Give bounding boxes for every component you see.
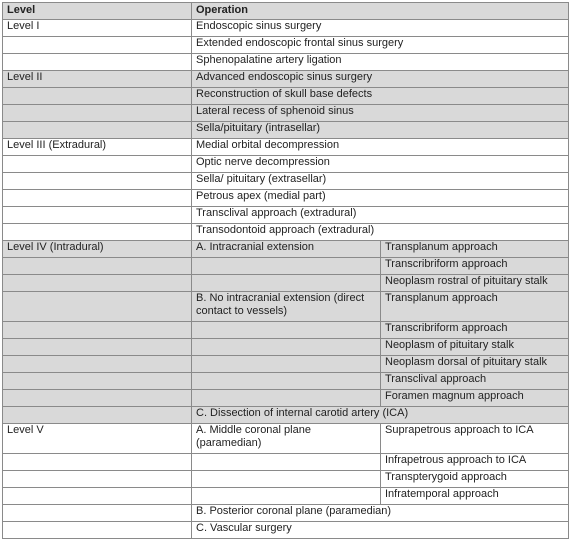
level-cell bbox=[3, 105, 192, 122]
level-cell bbox=[3, 224, 192, 241]
operation-cell bbox=[192, 390, 381, 407]
level-cell bbox=[3, 356, 192, 373]
table-row bbox=[3, 122, 569, 139]
operation-cell bbox=[192, 258, 381, 275]
operation-cell: Lateral recess of sphenoid sinus bbox=[192, 105, 569, 122]
level-cell bbox=[3, 173, 192, 190]
table-row bbox=[3, 488, 569, 505]
level-cell: Level III (Extradural) bbox=[3, 139, 192, 156]
level-cell bbox=[3, 373, 192, 390]
sub-approach-cell: Neoplasm rostral of pituitary stalk bbox=[381, 275, 569, 292]
level-cell bbox=[3, 471, 192, 488]
operation-cell bbox=[192, 339, 381, 356]
table-row bbox=[3, 139, 569, 156]
table-row bbox=[3, 105, 569, 122]
table-row bbox=[3, 522, 569, 539]
table-row bbox=[3, 292, 569, 322]
operation-cell: Optic nerve decompression bbox=[192, 156, 569, 173]
level-cell bbox=[3, 258, 192, 275]
level-cell bbox=[3, 88, 192, 105]
level-cell bbox=[3, 190, 192, 207]
level-cell bbox=[3, 156, 192, 173]
operation-cell: Sella/pituitary (intrasellar) bbox=[192, 122, 569, 139]
sub-approach-cell: Neoplasm of pituitary stalk bbox=[381, 339, 569, 356]
sub-approach-cell: Transplanum approach bbox=[381, 241, 569, 258]
operation-cell: Petrous apex (medial part) bbox=[192, 190, 569, 207]
table-row bbox=[3, 156, 569, 173]
sub-approach-cell: Neoplasm dorsal of pituitary stalk bbox=[381, 356, 569, 373]
level-cell bbox=[3, 122, 192, 139]
sub-approach-cell: Transcribriform approach bbox=[381, 322, 569, 339]
operation-cell: Advanced endoscopic sinus surgery bbox=[192, 71, 569, 88]
level-cell: Level V bbox=[3, 424, 192, 454]
table-row bbox=[3, 275, 569, 292]
sub-approach-cell: Foramen magnum approach bbox=[381, 390, 569, 407]
table-row bbox=[3, 54, 569, 71]
operation-cell: B. Posterior coronal plane (paramedian) bbox=[192, 505, 569, 522]
operation-cell: Reconstruction of skull base defects bbox=[192, 88, 569, 105]
operations-table bbox=[2, 2, 569, 539]
table-row bbox=[3, 20, 569, 37]
header-level: Level bbox=[3, 3, 192, 20]
level-cell: Level II bbox=[3, 71, 192, 88]
operation-cell: A. Intracranial extension bbox=[192, 241, 381, 258]
table-row bbox=[3, 339, 569, 356]
operation-cell: Transclival approach (extradural) bbox=[192, 207, 569, 224]
table-row bbox=[3, 71, 569, 88]
level-cell bbox=[3, 54, 192, 71]
operation-cell bbox=[192, 454, 381, 471]
level-cell: Level IV (Intradural) bbox=[3, 241, 192, 258]
sub-approach-cell: Suprapetrous approach to ICA bbox=[381, 424, 569, 454]
level-cell bbox=[3, 407, 192, 424]
level-cell bbox=[3, 488, 192, 505]
operation-cell bbox=[192, 322, 381, 339]
level-cell bbox=[3, 292, 192, 322]
level-cell bbox=[3, 275, 192, 292]
header-operation: Operation bbox=[192, 3, 569, 20]
operation-cell bbox=[192, 356, 381, 373]
sub-approach-cell: Transclival approach bbox=[381, 373, 569, 390]
level-cell bbox=[3, 339, 192, 356]
table-row bbox=[3, 207, 569, 224]
operation-cell: Sella/ pituitary (extrasellar) bbox=[192, 173, 569, 190]
operation-cell bbox=[192, 488, 381, 505]
operation-cell: A. Middle coronal plane (paramedian) bbox=[192, 424, 381, 454]
sub-approach-cell: Infrapetrous approach to ICA bbox=[381, 454, 569, 471]
table-row bbox=[3, 356, 569, 373]
operation-cell: Extended endoscopic frontal sinus surgery bbox=[192, 37, 569, 54]
operation-cell bbox=[192, 373, 381, 390]
level-cell bbox=[3, 207, 192, 224]
table-row bbox=[3, 322, 569, 339]
level-cell bbox=[3, 522, 192, 539]
operation-cell: Medial orbital decompression bbox=[192, 139, 569, 156]
table-row bbox=[3, 454, 569, 471]
operation-cell: C. Dissection of internal carotid artery (ICA) bbox=[192, 407, 569, 424]
operation-cell bbox=[192, 471, 381, 488]
level-cell bbox=[3, 505, 192, 522]
table-row bbox=[3, 241, 569, 258]
table-row bbox=[3, 37, 569, 54]
table-row bbox=[3, 407, 569, 424]
level-cell bbox=[3, 322, 192, 339]
table-row bbox=[3, 390, 569, 407]
table-row bbox=[3, 190, 569, 207]
level-cell bbox=[3, 390, 192, 407]
table-row bbox=[3, 424, 569, 454]
table-row bbox=[3, 471, 569, 488]
sub-approach-cell: Infratemporal approach bbox=[381, 488, 569, 505]
operation-cell: Sphenopalatine artery ligation bbox=[192, 54, 569, 71]
operation-cell: Endoscopic sinus surgery bbox=[192, 20, 569, 37]
level-cell bbox=[3, 454, 192, 471]
operation-cell: B. No intracranial extension (direct contact to vessels) bbox=[192, 292, 381, 322]
table-row bbox=[3, 88, 569, 105]
operation-cell bbox=[192, 275, 381, 292]
operation-cell: C. Vascular surgery bbox=[192, 522, 569, 539]
table-row bbox=[3, 173, 569, 190]
table-row bbox=[3, 258, 569, 275]
table-body bbox=[3, 20, 569, 539]
sub-approach-cell: Transcribriform approach bbox=[381, 258, 569, 275]
sub-approach-cell: Transplanum approach bbox=[381, 292, 569, 322]
level-cell bbox=[3, 37, 192, 54]
sub-approach-cell: Transpterygoid approach bbox=[381, 471, 569, 488]
table-row bbox=[3, 373, 569, 390]
level-cell: Level I bbox=[3, 20, 192, 37]
table-row bbox=[3, 505, 569, 522]
table-row bbox=[3, 224, 569, 241]
operation-cell: Transodontoid approach (extradural) bbox=[192, 224, 569, 241]
header-row bbox=[3, 3, 569, 20]
